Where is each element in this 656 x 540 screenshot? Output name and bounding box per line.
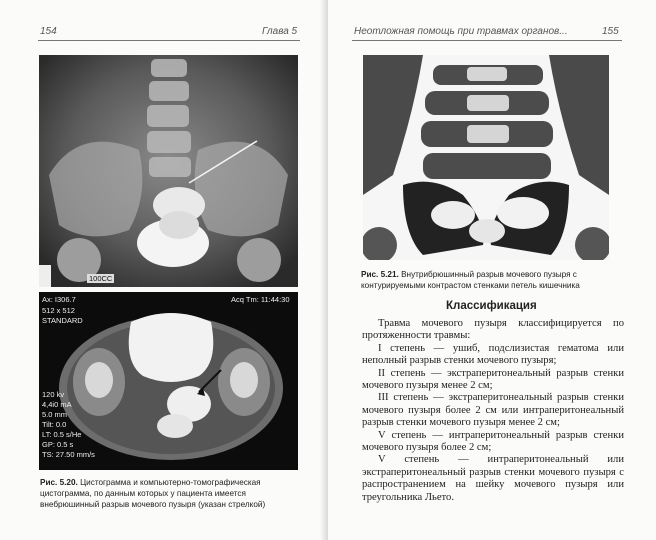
ct-param: 4,4i0 mA — [42, 400, 72, 409]
ct-acq-time: Acq Tm: 11:44:30 — [231, 295, 290, 304]
running-header-right: Неотложная помощь при травмах органов... — [354, 26, 568, 37]
ct-param: GP: 0.5 s — [42, 440, 74, 449]
grade-item: V степень — интраперитонеальный разрыв стенки мочевого пузыря более 2 см; — [362, 429, 624, 454]
cystogram-xray-image — [39, 55, 298, 287]
section-heading: Классификация — [446, 300, 537, 312]
ct-cystogram-image — [39, 292, 298, 470]
figure-caption-5-21 — [361, 269, 623, 291]
ct-matrix-label: 512 x 512 — [42, 306, 75, 315]
right-page — [328, 0, 656, 540]
ct-param: LT: 0.5 s/He — [42, 430, 82, 439]
header-rule-right — [352, 40, 622, 41]
figure-text: Внутрибрюшинный разрыв мочевого пузыря с контурируемыми контрастом стенками петель кишечника — [361, 270, 580, 290]
ct-ax-label: Ax: I306.7 — [42, 295, 76, 304]
header-rule-left — [38, 40, 300, 41]
figure-caption-5-20 — [40, 477, 300, 510]
figure-text: Цистограмма и компьютерно-томографическая цистограмма, по данным которых у пациента имеется внебрюшинный разрыв мочевого пузыря (указан стрелкой) — [40, 478, 266, 509]
page-number-left: 154 — [40, 26, 57, 37]
cystogram-drawing — [39, 55, 298, 287]
intraperitoneal-drawing — [363, 55, 609, 260]
ct-param: 120 kv — [42, 390, 65, 399]
page-number-right: 155 — [602, 26, 619, 37]
ct-param: TS: 27.50 mm/s — [42, 450, 95, 459]
grade-item: III степень — экстраперитонеальный разрыв стенки мочевого пузыря более 2 см или интраперитонеальный разрыв стенки мочевого пузыря менее 2 см; — [362, 392, 624, 429]
xray-volume-label: 100CC — [89, 274, 113, 283]
grade-item: II степень — экстраперитонеальный разрыв стенки мочевого пузыря менее 2 см; — [362, 367, 624, 392]
grade-item: I степень — ушиб, подслизистая гематома или неполный разрыв стенки мочевого пузыря; — [362, 342, 624, 367]
ct-param: 5.0 mm — [42, 410, 68, 419]
classification-text — [362, 318, 624, 504]
running-header-left: Глава 5 — [262, 26, 298, 37]
intraperitoneal-xray-image — [363, 55, 609, 260]
ct-mode-label: STANDARD — [42, 316, 83, 325]
figure-label: Рис. 5.21. — [361, 270, 399, 279]
figure-label: Рис. 5.20. — [40, 478, 78, 487]
grade-item: V степень — интраперитонеальный или экстраперитонеальный разрыв стенки мочевого пузыря с распространением на шейку мочевого пузыря или треугольника Льето. — [362, 454, 624, 503]
intro-paragraph: Травма мочевого пузыря классифицируется по протяженности травмы: — [362, 318, 624, 342]
ct-param: Tilt: 0.0 — [42, 420, 67, 429]
